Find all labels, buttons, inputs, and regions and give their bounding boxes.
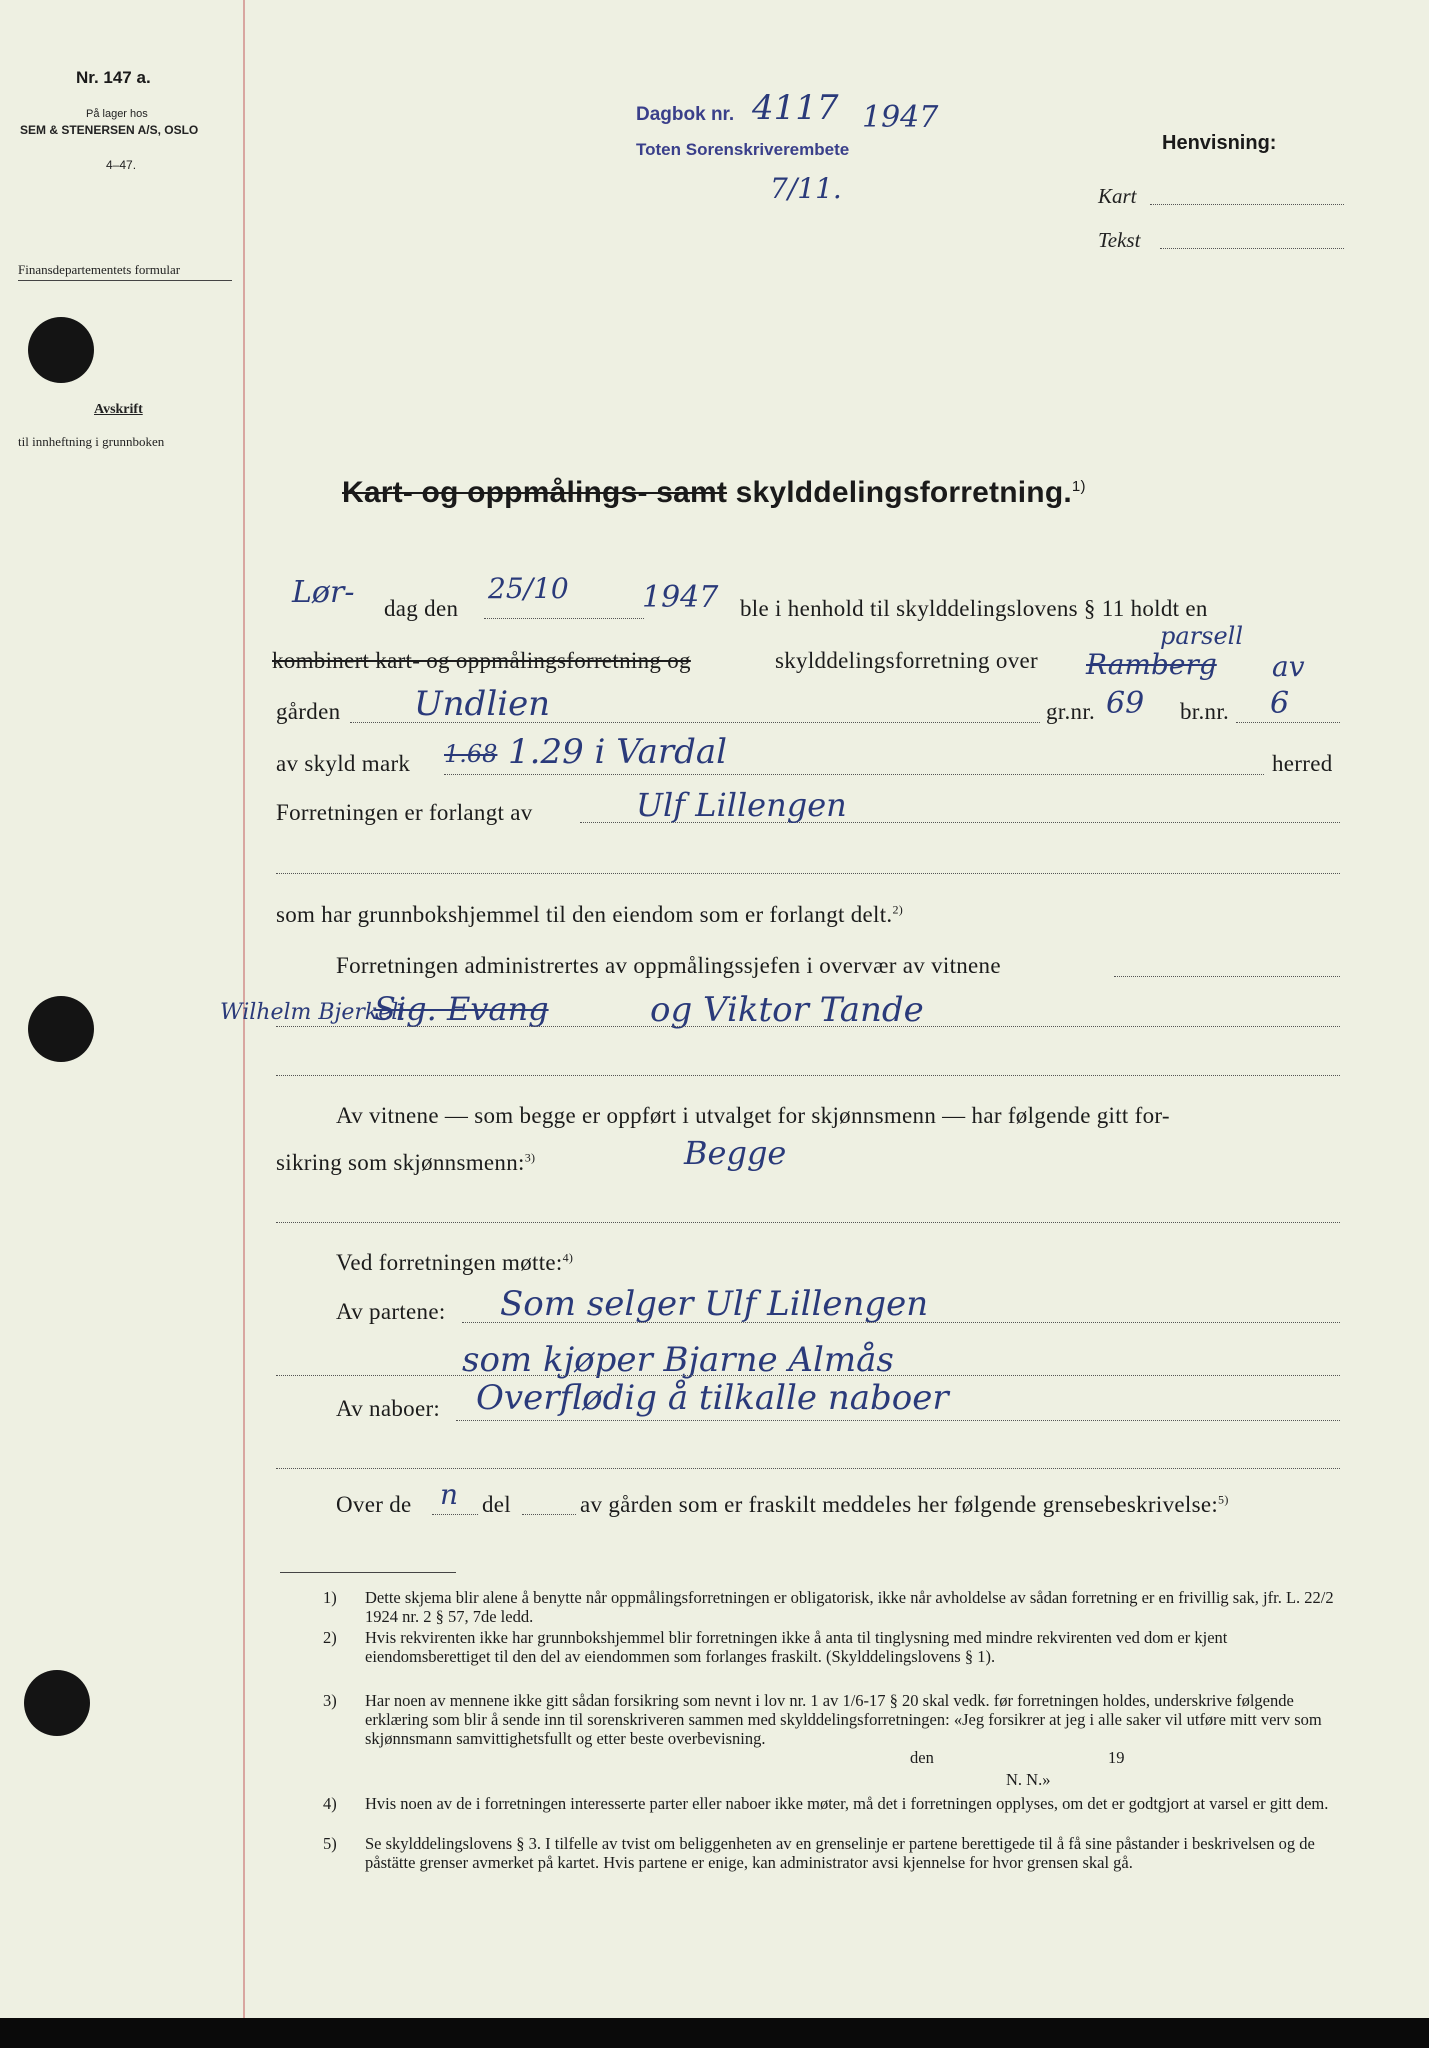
line13-fill-2 — [522, 1514, 576, 1515]
line13-text2: del — [482, 1492, 511, 1517]
parties-hand-1: Som selger Ulf Lillengen — [500, 1284, 929, 1324]
footnote-4-text: Hvis noen av de i forretningen interesserte parter eller naboer ikke møter, må det i forretningen opplyses, om det er godtgjort at varsel er gitt dem. — [365, 1794, 1329, 1813]
line3-text1: gården — [276, 699, 341, 724]
line10-note: 4) — [562, 1250, 574, 1265]
year-hand: 1947 — [642, 580, 719, 615]
line1-text2: ble i henhold til skylddelingslovens § 11 holdt en — [740, 596, 1208, 621]
line6-text — [276, 902, 903, 928]
line4-text2: herred — [1272, 751, 1333, 776]
line9-note: 3) — [524, 1150, 536, 1165]
footnote-1-num: 1) — [323, 1588, 337, 1607]
tekst-fill-line — [1160, 248, 1344, 249]
date-hand: 25/10 — [488, 572, 569, 605]
line10-text-main: Ved forretningen møtte: — [336, 1250, 563, 1275]
parcel-above-hand: parsell — [1160, 622, 1244, 650]
line5-text1: Forretningen er forlangt av — [276, 800, 533, 825]
footnote-4-num: 4) — [323, 1794, 337, 1813]
line7-text: Forretningen administrertes av oppmålingssjefen i overvær av vitnene — [336, 953, 1001, 978]
footnote-2-text: Hvis rekvirenten ikke har grunnbokshjemmel blir forretningen ikke å anta til tinglysning med mindre rekvirenten ved dom er kjent eiendomsberettiget til den del av eiendommen som forlanges fraskilt. (Skylddelingslovens § 1). — [365, 1628, 1228, 1666]
title-struck: Kart- og oppmålings- samt — [342, 476, 728, 509]
line9-text1: Av vitnene — som begge er oppført i utvalget for skjønnsmenn — har følgende gitt for- — [336, 1103, 1170, 1128]
line2-text1: skylddelingsforretning over — [775, 648, 1038, 673]
title-note: 1) — [1071, 478, 1086, 495]
witness-fill-line — [1114, 976, 1340, 977]
br-number-hand: 6 — [1270, 686, 1290, 721]
line13-text1: Over de — [336, 1492, 412, 1517]
footnote-separator — [280, 1572, 456, 1573]
printer-line2: SEM & STENERSEN A/S, OSLO — [20, 123, 199, 137]
br-label: br.nr. — [1180, 699, 1230, 724]
line9-text2: sikring som skjønnsmenn: — [276, 1150, 525, 1175]
blank-line-3 — [276, 1222, 1340, 1223]
form-date-code: 4–47. — [106, 158, 137, 172]
gr-label: gr.nr. — [1046, 699, 1096, 724]
stamp-dagbok-number: 4117 — [752, 88, 839, 128]
punch-hole-bottom — [24, 1670, 90, 1736]
footnote-3-nn: N. N.» — [1006, 1770, 1051, 1789]
line13-fill-1 — [432, 1514, 478, 1515]
witness-line-2 — [276, 1026, 1340, 1027]
witness-hand: og Viktor Tande — [650, 990, 924, 1030]
footnote-3-den: den — [910, 1748, 934, 1767]
title-main: skylddelingsforretning. — [735, 476, 1072, 509]
stamp-dagbok-label: Dagbok nr. — [636, 104, 735, 125]
parties-fill-line-2 — [276, 1375, 1340, 1376]
blank-line-2 — [276, 1075, 1340, 1076]
stamp-office: Toten Sorenskriverembete — [636, 140, 850, 159]
form-number: Nr. 147 a. — [76, 68, 151, 87]
neighbours-label: Av naboer: — [336, 1396, 441, 1421]
footnote-2 — [323, 1628, 1340, 1666]
document-title — [342, 476, 1086, 510]
henvisning-kart: Kart — [1098, 184, 1137, 208]
line4-text1: av skyld mark — [276, 751, 411, 776]
neighbours-fill-line — [456, 1420, 1340, 1421]
line2-struck: kombinert kart- og oppmålingsforretning og — [272, 648, 691, 673]
henvisning-label: Henvisning: — [1162, 132, 1277, 154]
department-formular: Finansdepartementets formular — [18, 262, 181, 277]
footnote-3-year: 19 — [1108, 1748, 1125, 1767]
avskrift-label: Avskrift — [94, 402, 143, 417]
footnote-5 — [323, 1834, 1340, 1872]
stamp-date: 7/11. — [770, 172, 842, 205]
witness-struck-hand: Sig. Evang — [374, 990, 549, 1028]
parcel-struck-hand: Ramberg — [1086, 648, 1217, 681]
punch-hole-top — [28, 317, 94, 383]
line1-text1: dag den — [384, 596, 459, 621]
footnote-1-text: Dette skjema blir alene å benytte når oppmålingsforretningen er obligatorisk, ikke når avholdelse av sådan forretning er en frivillig sak, jfr. L. 22/2 1924 nr. 2 § 57, 7de ledd. — [365, 1588, 1334, 1626]
neighbours-hand: Overflødig å tilkalle naboer — [476, 1378, 949, 1418]
br-fill-line — [1236, 722, 1340, 723]
henvisning-tekst: Tekst — [1098, 228, 1141, 252]
gr-number-hand: 69 — [1106, 686, 1145, 721]
footnote-5-text: Se skylddelingslovens § 3. I tilfelle av tvist om beliggenheten av en grenselinje er partene berettigede til å få sine påstander i beskrivelsen og de påstätte grenser avmerket på kartet. Hvis partene er enige, kan administrator avsi kjennelse for hvor grensen skal gå. — [365, 1834, 1315, 1872]
parties-fill-line-1 — [462, 1322, 1340, 1323]
line10-text — [336, 1250, 573, 1276]
blank-line-1 — [276, 873, 1340, 874]
skyld-fill-line — [444, 774, 1264, 775]
formular-rule — [18, 280, 232, 281]
punch-hole-middle — [28, 996, 94, 1062]
stamp-year: 1947 — [862, 100, 939, 135]
assurance-hand: Begge — [684, 1134, 787, 1172]
footnote-1 — [323, 1588, 1340, 1626]
footnote-3-num: 3) — [323, 1691, 337, 1710]
witness-margin-hand: Wilhelm Bjerkeli — [220, 1000, 406, 1025]
line2-text2: av — [1272, 650, 1305, 683]
footnote-5-num: 5) — [323, 1834, 337, 1853]
scan-bottom-edge — [0, 2018, 1429, 2048]
skyld-struck-hand: 1.68 — [444, 740, 498, 768]
parties-label: Av partene: — [336, 1299, 446, 1324]
avskrift-sub: til innheftning i grunnboken — [18, 434, 165, 449]
footnote-3 — [323, 1691, 1340, 1748]
kart-fill-line — [1150, 204, 1344, 205]
footnote-2-num: 2) — [323, 1628, 337, 1647]
line13-text3: av gården som er fraskilt meddeles her følgende grensebeskrivelse: — [580, 1492, 1219, 1517]
line13-hand: n — [440, 1478, 459, 1511]
parties-hand-2: som kjøper Bjarne Almås — [462, 1340, 894, 1380]
printer-line1: På lager hos — [86, 108, 148, 120]
line13-text3-wrap — [580, 1492, 1229, 1518]
line6-note: 2) — [892, 902, 904, 917]
skyld-hand: 1.29 i Vardal — [508, 732, 728, 772]
requester-hand: Ulf Lillengen — [636, 786, 847, 824]
footnote-3-text: Har noen av mennene ikke gitt sådan forsikring som nevnt i lov nr. 1 av 1/6-17 § 20 skal vedk. før forretningen holdes, underskrive følgende erklæring som blir å sende inn til sorenskriveren sammen med skylddelingsforretningen: «Jeg forsikrer at jeg i alle saker vil utføre mitt verv som skjønnsmann samvittighetsfullt og etter beste overbevisning. — [365, 1691, 1322, 1748]
line9-text2-wrap — [276, 1150, 535, 1176]
line13-note: 5) — [1218, 1492, 1229, 1507]
date-fill-line — [484, 618, 644, 619]
blank-line-4 — [276, 1468, 1340, 1469]
farm-name-hand: Undlien — [414, 684, 551, 724]
line6-text-main: som har grunnbokshjemmel til den eiendom som er forlangt delt. — [276, 902, 893, 927]
footnote-4 — [323, 1794, 1340, 1813]
day-hand: Lør- — [292, 575, 355, 610]
